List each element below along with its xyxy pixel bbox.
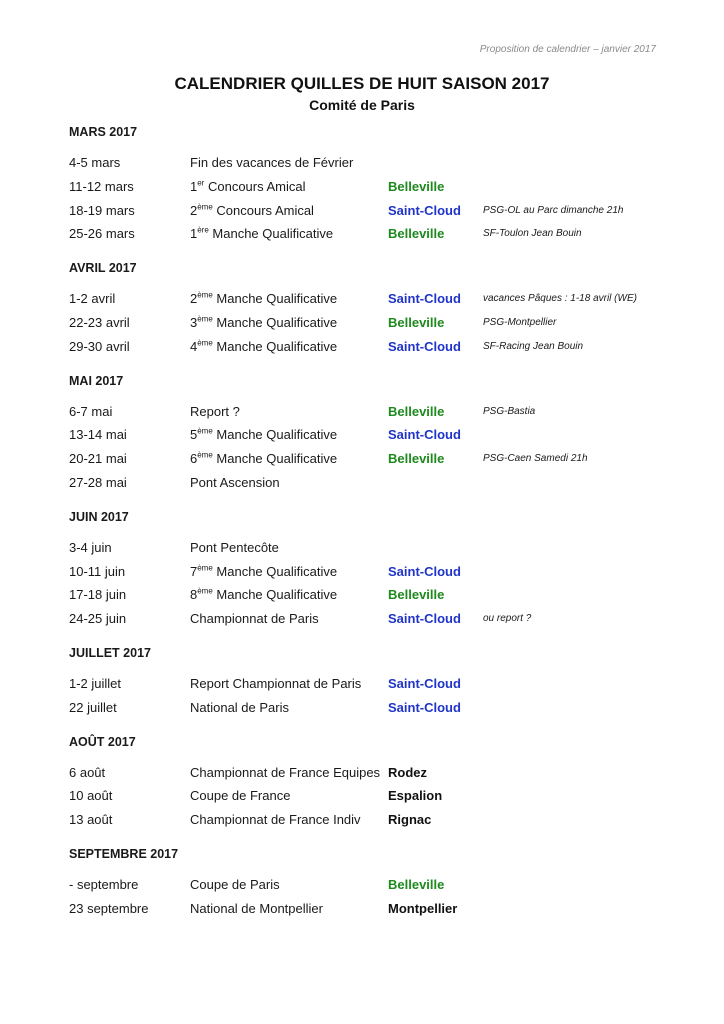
event-venue: Saint-Cloud	[388, 202, 461, 218]
event-venue: Belleville	[388, 403, 445, 419]
month-heading: AVRIL 2017	[69, 261, 137, 276]
event-name: Fin des vacances de Février	[190, 155, 354, 170]
event-date: 6 août	[69, 764, 106, 780]
event-date: 1-2 juillet	[69, 675, 122, 691]
event-name: Championnat de Paris	[190, 611, 319, 627]
event-name: 7ème Manche Qualificative	[190, 563, 338, 579]
event-date: 22-23 avril	[69, 314, 130, 330]
event-name: 1ère Manche Qualificative	[190, 226, 334, 242]
event-date: 23 septembre	[69, 900, 149, 916]
event-name: 8ème Manche Qualificative	[190, 587, 338, 603]
event-row	[69, 536, 669, 560]
event-name: National de Paris	[190, 699, 289, 715]
event-venue: Belleville	[388, 587, 445, 603]
ordinal-suffix: er	[197, 178, 205, 188]
event-venue: Belleville	[388, 226, 445, 242]
month-rows	[69, 287, 669, 358]
event-note: SF-Racing Jean Bouin	[483, 340, 584, 352]
event-venue: Belleville	[388, 451, 445, 467]
event-date: 13 août	[69, 812, 113, 828]
event-row	[69, 423, 669, 447]
ordinal-suffix: ème	[197, 338, 213, 348]
event-venue: Belleville	[388, 876, 445, 892]
event-name: Report ?	[190, 403, 240, 419]
event-date: 4-5 mars	[69, 155, 121, 170]
event-venue: Saint-Cloud	[388, 291, 461, 307]
ordinal-suffix: ème	[197, 563, 213, 573]
ordinal-suffix: ème	[197, 587, 213, 597]
event-name: 2ème Concours Amical	[190, 202, 314, 218]
event-row	[69, 808, 669, 832]
event-row	[69, 873, 669, 897]
ordinal-suffix: ème	[197, 290, 213, 300]
event-venue: Montpellier	[388, 900, 458, 916]
event-row	[69, 672, 669, 696]
event-date: 10 août	[69, 788, 113, 804]
page-subtitle: Comité de Paris	[309, 97, 415, 113]
event-row	[69, 222, 669, 246]
event-venue: Saint-Cloud	[388, 338, 461, 354]
event-date: 11-12 mars	[69, 178, 134, 194]
month-heading: AOÛT 2017	[69, 734, 136, 749]
event-row	[69, 335, 669, 359]
event-row	[69, 560, 669, 584]
event-date: 27-28 mai	[69, 474, 127, 490]
calendar	[69, 122, 669, 921]
event-date: 24-25 juin	[69, 611, 127, 627]
event-note: ou report ?	[483, 613, 532, 625]
event-venue: Belleville	[388, 314, 445, 330]
event-name: 4ème Manche Qualificative	[190, 338, 338, 354]
event-date: 29-30 avril	[69, 338, 130, 354]
event-note: PSG-Caen Samedi 21h	[483, 453, 588, 465]
event-date: 1-2 avril	[69, 291, 116, 307]
month-heading: JUILLET 2017	[69, 645, 151, 660]
event-venue: Saint-Cloud	[388, 675, 461, 691]
event-date: 10-11 juin	[69, 563, 126, 579]
event-row	[69, 199, 669, 223]
event-name: Coupe de Paris	[190, 876, 280, 892]
event-name: Championnat de France Equipes	[190, 764, 381, 780]
month-heading: MARS 2017	[69, 125, 138, 139]
month-section	[69, 371, 669, 495]
event-name: Pont Pentecôte	[190, 539, 279, 555]
event-date: 22 juillet	[69, 699, 117, 715]
event-name: 6ème Manche Qualificative	[190, 450, 338, 467]
event-name: Report Championnat de Paris	[190, 675, 362, 691]
event-row	[69, 447, 669, 471]
event-row	[69, 287, 669, 311]
ordinal-suffix: ème	[197, 450, 213, 460]
event-name: 2ème Manche Qualificative	[190, 290, 338, 307]
event-row	[69, 607, 669, 631]
event-venue: Saint-Cloud	[388, 563, 461, 579]
event-row	[69, 583, 669, 607]
event-name: 1er Concours Amical	[190, 178, 306, 194]
event-name: Pont Ascension	[190, 474, 280, 490]
ordinal-suffix: ère	[197, 226, 209, 236]
event-venue: Espalion	[388, 788, 443, 804]
event-row	[69, 311, 669, 335]
month-rows	[69, 151, 669, 246]
event-date: 20-21 mai	[69, 451, 127, 467]
event-venue: Rignac	[388, 812, 432, 828]
event-row	[69, 897, 669, 921]
month-section	[69, 122, 669, 246]
header-note: Proposition de calendrier – janvier 2017	[479, 44, 656, 55]
month-rows	[69, 536, 669, 631]
event-date: 18-19 mars	[69, 202, 135, 218]
month-section	[69, 258, 669, 358]
month-heading: JUIN 2017	[69, 509, 129, 524]
event-date: 13-14 mai	[69, 427, 127, 443]
event-venue: Saint-Cloud	[388, 427, 461, 443]
event-name: 3ème Manche Qualificative	[190, 314, 338, 330]
event-venue: Rodez	[388, 764, 427, 780]
event-venue: Belleville	[388, 178, 445, 194]
event-name: 5ème Manche Qualificative	[190, 427, 338, 443]
event-name: National de Montpellier	[190, 900, 323, 916]
month-rows	[69, 672, 669, 720]
event-row	[69, 696, 669, 720]
month-rows	[69, 761, 669, 832]
event-note: PSG-Montpellier	[483, 316, 557, 328]
page-title: CALENDRIER QUILLES DE HUIT SAISON 2017	[174, 74, 550, 93]
event-date: 3-4 juin	[69, 539, 112, 555]
event-note: PSG-OL au Parc dimanche 21h	[483, 204, 624, 216]
month-section	[69, 507, 669, 631]
event-row	[69, 151, 669, 175]
event-venue: Saint-Cloud	[388, 699, 461, 715]
month-heading: SEPTEMBRE 2017	[69, 846, 179, 861]
month-section	[69, 643, 669, 720]
event-date: 17-18 juin	[69, 587, 127, 603]
month-section	[69, 732, 669, 832]
event-row	[69, 471, 669, 495]
event-date: 6-7 mai	[69, 403, 113, 419]
month-rows	[69, 873, 669, 921]
event-row	[69, 400, 669, 424]
event-venue: Saint-Cloud	[388, 611, 461, 627]
month-heading: MAI 2017	[69, 373, 124, 388]
ordinal-suffix: ème	[197, 202, 213, 212]
ordinal-suffix: ème	[197, 427, 213, 437]
event-date: 25-26 mars	[69, 226, 135, 242]
event-name: Championnat de France Indiv	[190, 812, 361, 828]
month-section	[69, 844, 669, 921]
event-note: vacances Pâques : 1-18 avril (WE)	[483, 293, 637, 305]
ordinal-suffix: ème	[197, 314, 213, 324]
event-row	[69, 175, 669, 199]
event-date: - septembre	[69, 876, 139, 892]
event-row	[69, 761, 669, 785]
event-name: Coupe de France	[190, 788, 291, 804]
month-rows	[69, 400, 669, 495]
event-note: SF-Toulon Jean Bouin	[483, 228, 582, 240]
event-row	[69, 784, 669, 808]
event-note: PSG-Bastia	[483, 405, 536, 417]
